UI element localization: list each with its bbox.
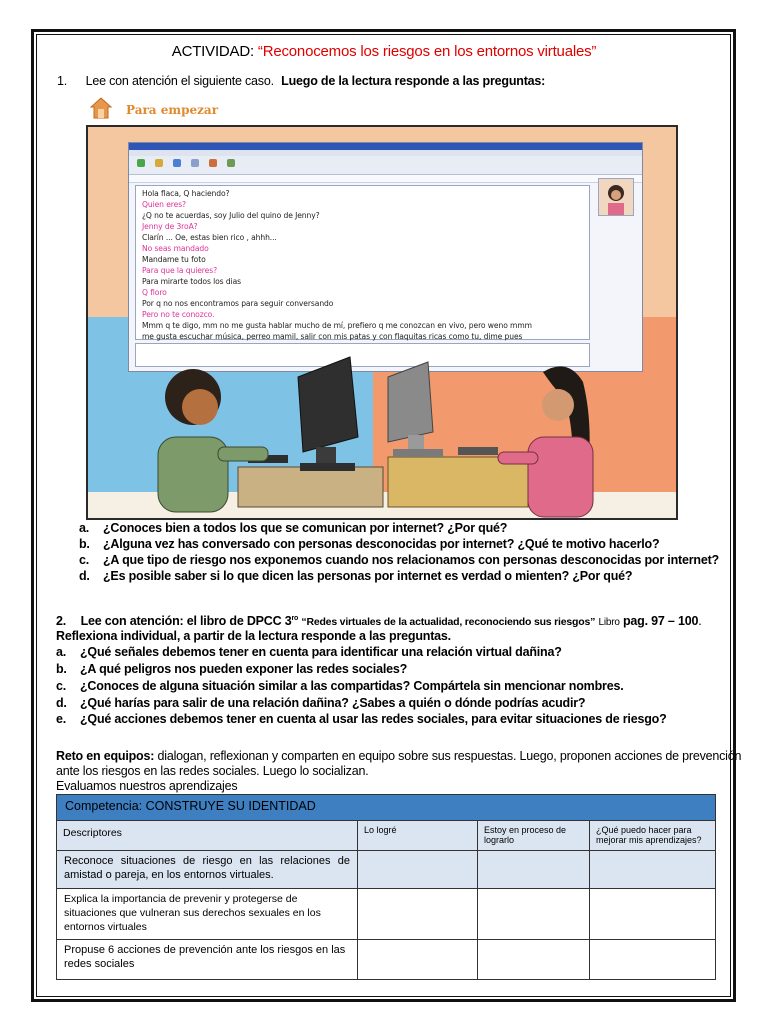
chat-line: Mandame tu foto xyxy=(142,255,206,264)
person-avatar-icon xyxy=(599,179,633,215)
chat-line: Por q no nos encontramos para seguir conversando xyxy=(142,299,334,308)
chat-line: Pero no te conozco. xyxy=(142,310,215,319)
reto-text-line1: dialogan, reflexionan y comparten en equipo sobre sus respuestas. Luego, proponen acciones de prevención xyxy=(157,749,742,763)
mejorar-cell[interactable] xyxy=(590,889,716,940)
reto-line1 xyxy=(56,749,742,763)
reto-line2: ante los riesgos en las redes sociales. Luego lo socializan. xyxy=(56,764,369,778)
voice-icon xyxy=(191,159,199,167)
question-letter: d. xyxy=(56,696,67,710)
contact-avatar xyxy=(598,178,634,216)
question-text: ¿Qué señales debemos tener en cuenta para identificar una relación virtual dañina? xyxy=(80,645,562,659)
chat-titlebar xyxy=(129,143,642,150)
mejorar-cell[interactable] xyxy=(590,851,716,889)
question-letter: d. xyxy=(79,569,90,583)
lo-logre-cell[interactable] xyxy=(358,940,478,980)
section2-end: . xyxy=(698,614,702,628)
question-text: ¿Qué acciones debemos tener en cuenta al usar las redes sociales, para evitar situaciones de riesgo? xyxy=(80,712,667,726)
section2-reflect: Reflexiona individual, a partir de la lectura responde a las preguntas. xyxy=(56,629,451,643)
en-proceso-cell[interactable] xyxy=(478,851,590,889)
section2-intro-text: Lee con atención: el libro de DPCC 3 xyxy=(80,614,292,628)
en-proceso-cell[interactable] xyxy=(478,940,590,980)
descriptor-cell: Reconoce situaciones de riesgo en las relaciones de amistad o pareja, en los entornos virtuales. xyxy=(57,851,358,889)
table-row xyxy=(57,889,716,940)
evaluation-table xyxy=(56,794,716,980)
section2-book-title: “Redes virtuales de la actualidad, reconociendo sus riesgos” xyxy=(301,616,596,628)
question-letter: c. xyxy=(79,553,90,567)
question-1a xyxy=(79,521,508,535)
activities-icon xyxy=(209,159,217,167)
descriptor-cell: Propuse 6 acciones de prevención ante los riesgos en las redes sociales xyxy=(57,940,358,980)
question-text: ¿A qué peligros nos pueden exponer las redes sociales? xyxy=(80,662,408,676)
para-empezar-label: Para empezar xyxy=(126,103,219,117)
header-lo-logre: Lo logré xyxy=(358,821,478,851)
chat-line: Mmm q te digo, mm no me gusta hablar mucho de mí, prefiero q me conozcan en vivo, pero weno mmm xyxy=(142,321,532,330)
question-2a xyxy=(56,645,562,659)
question-text: ¿Conoces bien a todos los que se comunican por internet? ¿Por qué? xyxy=(103,521,508,535)
scene-figures xyxy=(88,317,678,520)
question-letter: a. xyxy=(79,521,90,535)
lo-logre-cell[interactable] xyxy=(358,851,478,889)
illustration-scene xyxy=(86,125,678,520)
question-text: ¿Conoces de alguna situación similar a las compartidas? Compártela sin mencionar nombres. xyxy=(80,679,624,693)
question-letter: b. xyxy=(56,662,67,676)
en-proceso-cell[interactable] xyxy=(478,889,590,940)
chat-line: Para mirarte todos los dias xyxy=(142,277,241,286)
chat-toolbar xyxy=(129,156,642,175)
chat-illustration xyxy=(86,95,678,520)
question-1c xyxy=(79,553,719,567)
question-letter: e. xyxy=(56,712,67,726)
question-letter: b. xyxy=(79,537,90,551)
video-icon xyxy=(173,159,181,167)
section1-intro-bold: Luego de la lectura responde a las preguntas: xyxy=(281,74,546,88)
section1-intro-normal: Lee con atención el siguiente caso. xyxy=(85,74,274,88)
question-text: ¿Alguna vez has conversado con personas desconocidas por internet? ¿Qué te motivo hacerlo? xyxy=(103,537,660,551)
chat-line: Hola flaca, Q haciendo? xyxy=(142,189,230,198)
competencia-header: Competencia: CONSTRUYE SU IDENTIDAD xyxy=(57,795,716,821)
question-letter: a. xyxy=(56,645,67,659)
table-row xyxy=(57,940,716,980)
chat-line: Quien eres? xyxy=(142,200,186,209)
table-row xyxy=(57,851,716,889)
chat-line: ¿Q no te acuerdas, soy Julio del quino de Jenny? xyxy=(142,211,320,220)
chat-to-bar xyxy=(129,175,642,183)
invite-icon xyxy=(137,159,145,167)
question-text: ¿Qué harías para salir de una relación dañina? ¿Sabes a quién o dónde podrías acudir? xyxy=(80,696,586,710)
section2-libro: Libro xyxy=(598,617,620,628)
section1-number: 1. xyxy=(57,74,68,88)
question-letter: c. xyxy=(56,679,67,693)
title-label: ACTIVIDAD: xyxy=(171,43,254,60)
header-descriptores: Descriptores xyxy=(57,821,358,851)
lo-logre-cell[interactable] xyxy=(358,889,478,940)
header-mejorar: ¿Qué puedo hacer para mejorar mis aprendizajes? xyxy=(590,821,716,851)
section1-intro xyxy=(57,74,545,88)
games-icon xyxy=(227,159,235,167)
section2-number: 2. xyxy=(56,614,67,628)
reto-label: Reto en equipos: xyxy=(56,749,155,763)
section2-intro xyxy=(56,614,702,628)
chat-line: Clarín ... Oe, estas bien rico , ahhh... xyxy=(142,233,277,242)
question-text: ¿A que tipo de riesgo nos exponemos cuando nos relacionamos con personas desconocidas por internet? xyxy=(103,553,719,567)
chat-line: me gusta escuchar música, perreo mamil, salir con mis patas y con flaquitas ricas como tu, dime pues xyxy=(142,332,523,341)
question-2b xyxy=(56,662,408,676)
send-file-icon xyxy=(155,159,163,167)
question-2e xyxy=(56,712,667,726)
page-title xyxy=(0,43,768,60)
question-text: ¿Es posible saber si lo que dicen las personas por internet es verdad o mienten? ¿Por qué? xyxy=(103,569,633,583)
house-icon xyxy=(90,97,112,119)
question-1b xyxy=(79,537,660,551)
question-2c xyxy=(56,679,624,693)
question-1d xyxy=(79,569,633,583)
chat-line: Jenny de 3roA? xyxy=(142,222,198,231)
section2-intro-sup: ro xyxy=(291,614,299,622)
chat-line: No seas mandado xyxy=(142,244,209,253)
mejorar-cell[interactable] xyxy=(590,940,716,980)
chat-line: Para que la quieres? xyxy=(142,266,218,275)
question-2d xyxy=(56,696,586,710)
evaluamos-heading: Evaluamos nuestros aprendizajes xyxy=(56,779,238,793)
section2-pages: pag. 97 – 100 xyxy=(622,614,699,628)
chat-line: Q floro xyxy=(142,288,167,297)
title-highlight: “Reconocemos los riesgos en los entornos virtuales” xyxy=(257,43,597,60)
header-en-proceso: Estoy en proceso de lograrlo xyxy=(478,821,590,851)
descriptor-cell: Explica la importancia de prevenir y protegerse de situaciones que vulneran sus derechos sexuales en los entornos virtuales xyxy=(57,889,358,940)
